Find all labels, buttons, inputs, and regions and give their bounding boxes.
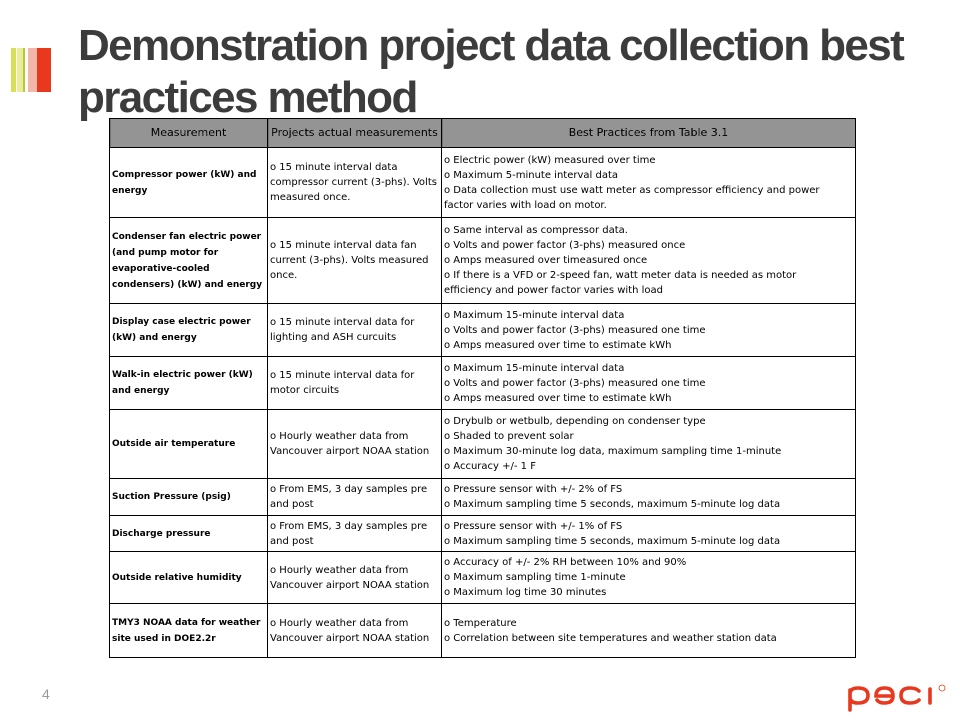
best-practice-line: o Data collection must use watt meter as compressor efficiency and power (444, 184, 820, 196)
accent-bar-4 (28, 48, 37, 92)
best-practice-line: o Maximum sampling time 1-minute (444, 572, 626, 583)
actual-measurement-cell: o 15 minute interval data fan current (3-phs). Volts measured once. (268, 218, 442, 304)
best-practice-line: o Maximum 15-minute interval data (444, 309, 625, 321)
actual-measurement-cell: o 15 minute interval data for motor circuits (268, 357, 442, 410)
best-practice-line: o Amps measured over timeasured once (444, 255, 648, 266)
table-row (110, 218, 856, 304)
measurement-cell: Outside relative humidity (110, 552, 268, 604)
header-actual-measurements: Projects actual measurements (268, 119, 442, 148)
table-row (110, 304, 856, 357)
measurement-cell: Outside air temperature (110, 410, 268, 479)
measurement-cell: Condenser fan electric power (and pump motor for evaporative-cooled condensers) (kW) and energy (110, 218, 268, 304)
table-row (110, 604, 856, 658)
best-practice-line: o Volts and power factor (3-phs) measured once (444, 240, 686, 251)
best-practice-cell (442, 516, 856, 552)
best-practice-line: o Maximum 5-minute interval data (444, 169, 618, 181)
best-practice-line: o Temperature (444, 617, 517, 629)
best-practice-line: o Pressure sensor with +/- 2% of FS (444, 484, 623, 495)
best-practice-line: o Accuracy +/- 1 F (444, 461, 536, 472)
table-body (110, 148, 856, 658)
best-practice-cell (442, 357, 856, 410)
measurement-cell: Discharge pressure (110, 516, 268, 552)
best-practice-cell (442, 410, 856, 479)
table-row (110, 357, 856, 410)
accent-bar-5 (37, 48, 51, 92)
best-practice-line: o Maximum sampling time 5 seconds, maximum 5-minute log data (444, 535, 781, 547)
measurement-cell: Walk-in electric power (kW) and energy (110, 357, 268, 410)
best-practice-cell (442, 479, 856, 516)
actual-measurement-cell: o Hourly weather data from Vancouver airport NOAA station (268, 604, 442, 658)
best-practice-line: o Maximum log time 30 minutes (444, 587, 607, 598)
best-practice-line: o Accuracy of +/- 2% RH between 10% and 90% (444, 557, 687, 568)
best-practice-line: o Pressure sensor with +/- 1% of FS (444, 520, 623, 532)
accent-bar-1 (11, 48, 16, 92)
page-number: 4 (42, 686, 50, 702)
best-practice-line: o Volts and power factor (3-phs) measured one time (444, 324, 706, 336)
best-practice-line: o Maximum sampling time 5 seconds, maximum 5-minute log data (444, 499, 781, 510)
best-practice-line: o Amps measured over time to estimate kWh (444, 339, 672, 351)
table-row (110, 516, 856, 552)
actual-measurement-cell: o Hourly weather data from Vancouver airport NOAA station (268, 552, 442, 604)
header-measurement: Measurement (110, 119, 268, 148)
actual-measurement-cell: o 15 minute interval data for lighting and ASH curcuits (268, 304, 442, 357)
actual-measurement-cell: o From EMS, 3 day samples pre and post (268, 479, 442, 516)
best-practice-cell (442, 148, 856, 218)
best-practice-line: o Amps measured over time to estimate kWh (444, 392, 672, 404)
measurement-cell: Suction Pressure (psig) (110, 479, 268, 516)
actual-measurement-cell: o From EMS, 3 day samples pre and post (268, 516, 442, 552)
best-practice-cell (442, 218, 856, 304)
table-row (110, 552, 856, 604)
measurement-cell: TMY3 NOAA data for weather site used in DOE2.2r (110, 604, 268, 658)
best-practice-cell (442, 304, 856, 357)
measurement-cell: Compressor power (kW) and energy (110, 148, 268, 218)
best-practice-line: o Drybulb or wetbulb, depending on condenser type (444, 416, 706, 427)
best-practice-line: o If there is a VFD or 2-speed fan, watt meter data is needed as motor (444, 270, 797, 281)
table-row (110, 148, 856, 218)
actual-measurement-cell: o 15 minute interval data compressor current (3-phs). Volts measured once. (268, 148, 442, 218)
best-practices-table (109, 118, 856, 658)
best-practice-line: o Same interval as compressor data. (444, 225, 628, 236)
best-practice-line: efficiency and power factor varies with load (444, 285, 663, 296)
header-best-practices: Best Practices from Table 3.1 (442, 119, 856, 148)
slide-title: Demonstration project data collection best practices method (78, 21, 904, 122)
table-row (110, 410, 856, 479)
peci-logo (846, 680, 956, 712)
best-practice-line: factor varies with load on motor. (444, 199, 607, 211)
accent-bar-3 (23, 48, 25, 92)
best-practice-line: o Electric power (kW) measured over time (444, 154, 656, 166)
best-practice-line: o Volts and power factor (3-phs) measured one time (444, 377, 706, 389)
actual-measurement-cell: o Hourly weather data from Vancouver airport NOAA station (268, 410, 442, 479)
best-practice-line: o Shaded to prevent solar (444, 431, 574, 442)
best-practice-line: o Correlation between site temperatures and weather station data (444, 632, 777, 644)
measurement-cell: Display case electric power (kW) and energy (110, 304, 268, 357)
best-practice-cell (442, 604, 856, 658)
table-row (110, 479, 856, 516)
best-practice-line: o Maximum 15-minute interval data (444, 362, 625, 374)
best-practice-line: o Maximum 30-minute log data, maximum sampling time 1-minute (444, 446, 782, 457)
best-practice-cell (442, 552, 856, 604)
